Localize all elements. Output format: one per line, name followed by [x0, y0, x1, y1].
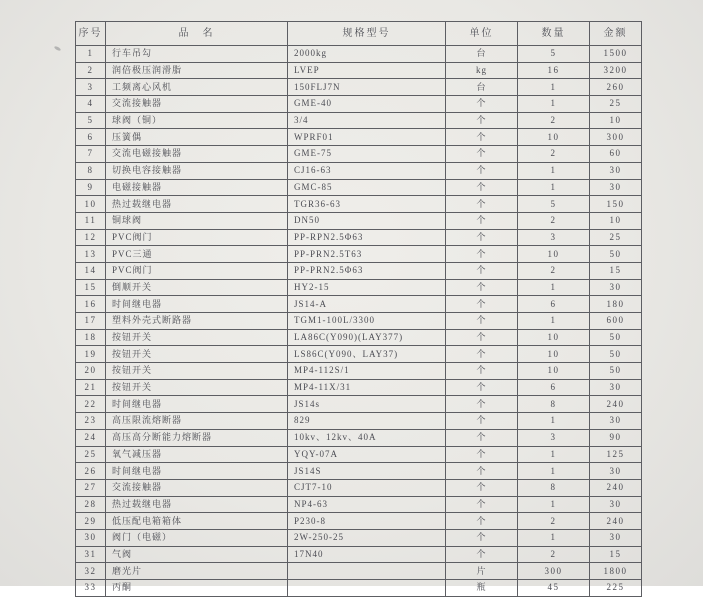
cell-qty: 6: [518, 296, 590, 313]
cell-amount: 10: [590, 212, 642, 229]
cell-qty: 45: [518, 580, 590, 597]
cell-unit: 个: [446, 212, 518, 229]
cell-qty: 1: [518, 162, 590, 179]
cell-unit: 个: [446, 396, 518, 413]
cell-no: 6: [76, 129, 106, 146]
table-row: [76, 112, 642, 129]
cell-qty: 1: [518, 96, 590, 113]
cell-amount: 150: [590, 196, 642, 213]
cell-unit: 个: [446, 513, 518, 530]
cell-spec: P230-8: [288, 513, 446, 530]
parts-list-table: [75, 21, 642, 597]
cell-name: 塑料外壳式断路器: [106, 313, 288, 330]
cell-amount: 30: [590, 413, 642, 430]
cell-name: PVC阀门: [106, 229, 288, 246]
table-row: [76, 346, 642, 363]
cell-name: 时间继电器: [106, 463, 288, 480]
cell-unit: 个: [446, 296, 518, 313]
cell-unit: 个: [446, 446, 518, 463]
cell-name: 高压限流熔断器: [106, 413, 288, 430]
cell-qty: 2: [518, 513, 590, 530]
cell-spec: [288, 563, 446, 580]
cell-amount: 50: [590, 329, 642, 346]
cell-unit: 个: [446, 229, 518, 246]
table-header: [76, 22, 642, 46]
cell-no: 27: [76, 479, 106, 496]
cell-qty: 10: [518, 329, 590, 346]
table-row: [76, 479, 642, 496]
cell-no: 3: [76, 79, 106, 96]
cell-amount: 15: [590, 546, 642, 563]
table-row: [76, 212, 642, 229]
cell-amount: 125: [590, 446, 642, 463]
cell-no: 10: [76, 196, 106, 213]
cell-spec: TGR36-63: [288, 196, 446, 213]
cell-spec: CJ16-63: [288, 162, 446, 179]
table-row: [76, 62, 642, 79]
table-row: [76, 229, 642, 246]
cell-name: 交流电磁接触器: [106, 146, 288, 163]
cell-name: 时间继电器: [106, 296, 288, 313]
cell-no: 32: [76, 563, 106, 580]
cell-no: 5: [76, 112, 106, 129]
cell-no: 21: [76, 379, 106, 396]
cell-qty: 10: [518, 246, 590, 263]
cell-name: 电磁接触器: [106, 179, 288, 196]
cell-unit: 片: [446, 563, 518, 580]
cell-amount: 90: [590, 429, 642, 446]
cell-no: 22: [76, 396, 106, 413]
cell-qty: 5: [518, 196, 590, 213]
cell-name: 时间继电器: [106, 396, 288, 413]
cell-no: 24: [76, 429, 106, 446]
cell-name: 磨光片: [106, 563, 288, 580]
cell-name: 润倍极压润滑脂: [106, 62, 288, 79]
col-header-unit: 单位: [446, 22, 518, 46]
cell-amount: 30: [590, 179, 642, 196]
cell-qty: 1: [518, 446, 590, 463]
cell-name: 气阀: [106, 546, 288, 563]
cell-no: 8: [76, 162, 106, 179]
cell-qty: 300: [518, 563, 590, 580]
cell-no: 14: [76, 262, 106, 279]
cell-spec: GME-40: [288, 96, 446, 113]
table-row: [76, 463, 642, 480]
table-row: [76, 580, 642, 597]
cell-name: 按钮开关: [106, 329, 288, 346]
cell-unit: 个: [446, 496, 518, 513]
cell-spec: TGM1-100L/3300: [288, 313, 446, 330]
table-row: [76, 563, 642, 580]
cell-unit: 台: [446, 46, 518, 63]
cell-no: 13: [76, 246, 106, 263]
cell-unit: 个: [446, 279, 518, 296]
table-row: [76, 396, 642, 413]
cell-unit: 个: [446, 546, 518, 563]
cell-spec: LA86C(Y090)(LAY377): [288, 329, 446, 346]
cell-unit: 个: [446, 96, 518, 113]
table-row: [76, 363, 642, 380]
cell-name: 按钮开关: [106, 346, 288, 363]
cell-spec: NP4-63: [288, 496, 446, 513]
table-row: [76, 446, 642, 463]
cell-unit: 个: [446, 529, 518, 546]
cell-unit: 个: [446, 463, 518, 480]
table-row: [76, 329, 642, 346]
cell-amount: 300: [590, 129, 642, 146]
cell-spec: HY2-15: [288, 279, 446, 296]
cell-spec: 10kv、12kv、40A: [288, 429, 446, 446]
cell-no: 30: [76, 529, 106, 546]
cell-name: 阀门（电磁）: [106, 529, 288, 546]
cell-name: 交流接触器: [106, 96, 288, 113]
cell-amount: 50: [590, 363, 642, 380]
cell-unit: 个: [446, 346, 518, 363]
cell-amount: 25: [590, 96, 642, 113]
cell-amount: 30: [590, 279, 642, 296]
cell-name: 切换电容接触器: [106, 162, 288, 179]
cell-spec: GMC-85: [288, 179, 446, 196]
cell-amount: 1800: [590, 563, 642, 580]
cell-spec: GME-75: [288, 146, 446, 163]
cell-name: PVC三通: [106, 246, 288, 263]
cell-qty: 8: [518, 396, 590, 413]
cell-spec: 150FLJ7N: [288, 79, 446, 96]
table-row: [76, 96, 642, 113]
col-header-no: 序号: [76, 22, 106, 46]
table-row: [76, 546, 642, 563]
cell-qty: 2: [518, 112, 590, 129]
cell-unit: 个: [446, 112, 518, 129]
cell-name: 热过载继电器: [106, 496, 288, 513]
cell-amount: 240: [590, 396, 642, 413]
cell-spec: DN50: [288, 212, 446, 229]
cell-amount: 30: [590, 496, 642, 513]
cell-qty: 2: [518, 262, 590, 279]
cell-amount: 3200: [590, 62, 642, 79]
cell-spec: LVEP: [288, 62, 446, 79]
cell-amount: 180: [590, 296, 642, 313]
cell-unit: 个: [446, 479, 518, 496]
cell-unit: 个: [446, 313, 518, 330]
col-header-qty: 数量: [518, 22, 590, 46]
cell-spec: MP4-11X/31: [288, 379, 446, 396]
table-row: [76, 79, 642, 96]
cell-no: 26: [76, 463, 106, 480]
cell-qty: 1: [518, 79, 590, 96]
cell-no: 11: [76, 212, 106, 229]
cell-no: 18: [76, 329, 106, 346]
cell-name: PVC阀门: [106, 262, 288, 279]
cell-spec: 2000kg: [288, 46, 446, 63]
table-row: [76, 262, 642, 279]
cell-amount: 30: [590, 162, 642, 179]
cell-unit: 个: [446, 379, 518, 396]
cell-qty: 2: [518, 212, 590, 229]
cell-no: 23: [76, 413, 106, 430]
cell-spec: LS86C(Y090、LAY37): [288, 346, 446, 363]
cell-spec: JS14s: [288, 396, 446, 413]
cell-name: 倒顺开关: [106, 279, 288, 296]
cell-no: 17: [76, 313, 106, 330]
cell-qty: 10: [518, 363, 590, 380]
table-row: [76, 513, 642, 530]
cell-amount: 225: [590, 580, 642, 597]
cell-unit: 个: [446, 129, 518, 146]
cell-spec: CJT7-10: [288, 479, 446, 496]
cell-spec: YQY-07A: [288, 446, 446, 463]
cell-name: 压簧偶: [106, 129, 288, 146]
cell-qty: 5: [518, 46, 590, 63]
cell-qty: 8: [518, 479, 590, 496]
cell-qty: 10: [518, 129, 590, 146]
table-row: [76, 379, 642, 396]
cell-unit: 个: [446, 329, 518, 346]
cell-no: 20: [76, 363, 106, 380]
cell-spec: WPRF01: [288, 129, 446, 146]
cell-amount: 60: [590, 146, 642, 163]
cell-amount: 240: [590, 479, 642, 496]
cell-unit: kg: [446, 62, 518, 79]
table-row: [76, 162, 642, 179]
col-header-amount: 金额: [590, 22, 642, 46]
cell-qty: 1: [518, 279, 590, 296]
cell-amount: 600: [590, 313, 642, 330]
table-row: [76, 529, 642, 546]
table-row: [76, 246, 642, 263]
table-row: [76, 313, 642, 330]
cell-amount: 10: [590, 112, 642, 129]
cell-name: 工频离心风机: [106, 79, 288, 96]
cell-spec: JS14S: [288, 463, 446, 480]
cell-unit: 个: [446, 363, 518, 380]
cell-qty: 1: [518, 179, 590, 196]
cell-unit: 个: [446, 179, 518, 196]
scan-artifact: [54, 46, 62, 52]
cell-unit: 个: [446, 162, 518, 179]
cell-name: 球阀（铜）: [106, 112, 288, 129]
cell-qty: 6: [518, 379, 590, 396]
cell-spec: 2W-250-25: [288, 529, 446, 546]
cell-unit: 个: [446, 246, 518, 263]
cell-name: 铜球阀: [106, 212, 288, 229]
cell-qty: 1: [518, 529, 590, 546]
cell-spec: 17N40: [288, 546, 446, 563]
table-row: [76, 296, 642, 313]
cell-name: 丙酮: [106, 580, 288, 597]
cell-unit: 瓶: [446, 580, 518, 597]
cell-name: 热过载继电器: [106, 196, 288, 213]
cell-no: 33: [76, 580, 106, 597]
cell-spec: [288, 580, 446, 597]
cell-no: 19: [76, 346, 106, 363]
table-row: [76, 429, 642, 446]
cell-spec: PP-PRN2.5Φ63: [288, 262, 446, 279]
cell-name: 低压配电箱箱体: [106, 513, 288, 530]
table-body: [76, 46, 642, 597]
cell-no: 7: [76, 146, 106, 163]
cell-qty: 3: [518, 429, 590, 446]
col-header-name: 品 名: [106, 22, 288, 46]
cell-amount: 15: [590, 262, 642, 279]
cell-no: 2: [76, 62, 106, 79]
cell-name: 行车吊勾: [106, 46, 288, 63]
cell-qty: 16: [518, 62, 590, 79]
cell-amount: 30: [590, 529, 642, 546]
cell-spec: 3/4: [288, 112, 446, 129]
cell-unit: 个: [446, 146, 518, 163]
cell-unit: 台: [446, 79, 518, 96]
cell-amount: 50: [590, 246, 642, 263]
cell-qty: 3: [518, 229, 590, 246]
table-row: [76, 279, 642, 296]
cell-no: 4: [76, 96, 106, 113]
table-row: [76, 496, 642, 513]
cell-unit: 个: [446, 262, 518, 279]
cell-no: 31: [76, 546, 106, 563]
header-row: [76, 22, 642, 46]
cell-unit: 个: [446, 429, 518, 446]
cell-spec: 829: [288, 413, 446, 430]
cell-no: 15: [76, 279, 106, 296]
cell-qty: 1: [518, 496, 590, 513]
cell-unit: 个: [446, 196, 518, 213]
cell-spec: PP-PRN2.5T63: [288, 246, 446, 263]
cell-qty: 2: [518, 546, 590, 563]
cell-qty: 1: [518, 413, 590, 430]
table-row: [76, 146, 642, 163]
cell-amount: 30: [590, 379, 642, 396]
cell-amount: 260: [590, 79, 642, 96]
cell-no: 28: [76, 496, 106, 513]
cell-amount: 1500: [590, 46, 642, 63]
cell-name: 高压高分断能力熔断器: [106, 429, 288, 446]
table-row: [76, 196, 642, 213]
cell-amount: 50: [590, 346, 642, 363]
cell-no: 1: [76, 46, 106, 63]
cell-name: 按钮开关: [106, 363, 288, 380]
cell-unit: 个: [446, 413, 518, 430]
cell-no: 25: [76, 446, 106, 463]
cell-name: 按钮开关: [106, 379, 288, 396]
cell-amount: 30: [590, 463, 642, 480]
cell-name: 氧气减压器: [106, 446, 288, 463]
table-row: [76, 413, 642, 430]
cell-qty: 1: [518, 463, 590, 480]
col-header-spec: 规格型号: [288, 22, 446, 46]
cell-no: 16: [76, 296, 106, 313]
cell-no: 9: [76, 179, 106, 196]
table-row: [76, 129, 642, 146]
table-row: [76, 179, 642, 196]
cell-no: 29: [76, 513, 106, 530]
cell-amount: 240: [590, 513, 642, 530]
cell-name: 交流接触器: [106, 479, 288, 496]
cell-qty: 1: [518, 313, 590, 330]
cell-spec: MP4-112S/1: [288, 363, 446, 380]
cell-spec: JS14-A: [288, 296, 446, 313]
table-row: [76, 46, 642, 63]
cell-qty: 10: [518, 346, 590, 363]
cell-spec: PP-RPN2.5Φ63: [288, 229, 446, 246]
cell-no: 12: [76, 229, 106, 246]
cell-amount: 25: [590, 229, 642, 246]
cell-qty: 2: [518, 146, 590, 163]
